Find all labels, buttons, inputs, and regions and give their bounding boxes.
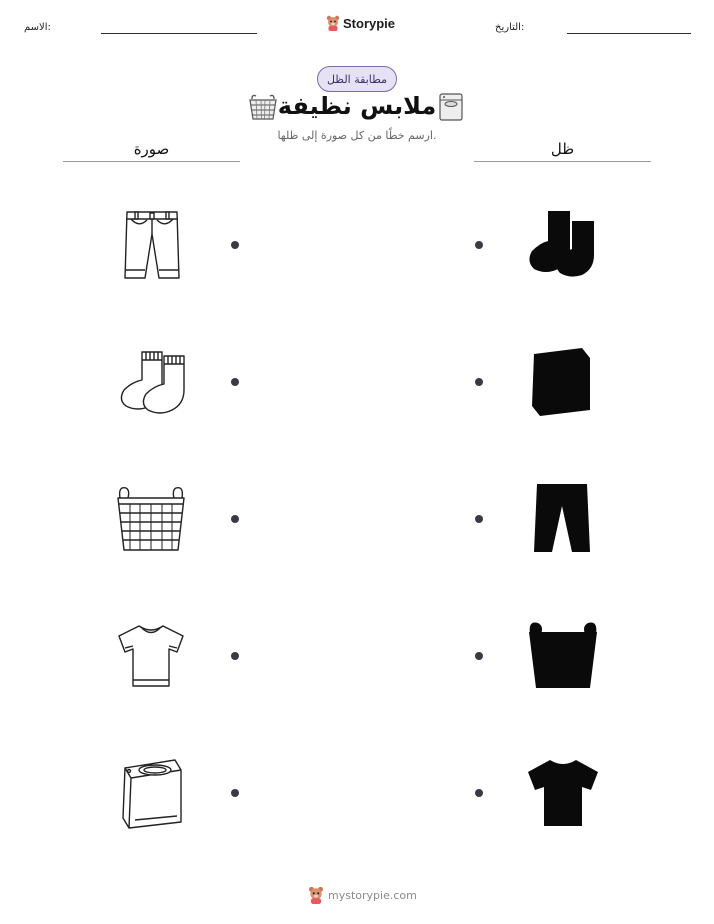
bear-mascot-icon <box>326 15 340 31</box>
pants-icon <box>117 208 187 282</box>
picture-dot-5[interactable] <box>231 789 239 797</box>
brand-logo <box>326 13 395 33</box>
tshirt-icon <box>113 622 189 690</box>
picture-dot-4[interactable] <box>231 652 239 660</box>
date-line[interactable] <box>567 33 691 34</box>
name-label: الاسم: <box>24 22 51 33</box>
washing-machine-icon <box>117 756 187 830</box>
pants-shadow-icon <box>532 482 592 556</box>
picture-dot-1[interactable] <box>231 241 239 249</box>
date-label: التاريخ: <box>495 22 525 33</box>
laundry-basket-shadow-icon <box>526 620 600 690</box>
worksheet-title: ملابس نظيفة <box>277 92 437 120</box>
shadow-dot-5[interactable] <box>475 789 483 797</box>
picture-dot-2[interactable] <box>231 378 239 386</box>
shadow-dot-3[interactable] <box>475 515 483 523</box>
washing-machine-icon <box>438 92 464 122</box>
shadow-column-heading: ظل <box>550 140 575 158</box>
shadow-dot-1[interactable] <box>475 241 483 249</box>
shadow-dot-2[interactable] <box>475 378 483 386</box>
shadow-dot-4[interactable] <box>475 652 483 660</box>
picture-column-rule <box>63 161 240 162</box>
shadow-column-rule <box>474 161 651 162</box>
socks-icon <box>116 346 190 418</box>
picture-column-heading: صورة <box>133 140 170 158</box>
footer-site-link[interactable]: mystorypie.com <box>328 888 417 902</box>
tshirt-shadow-icon <box>524 758 602 828</box>
socks-shadow-icon <box>526 209 600 279</box>
name-line[interactable] <box>101 33 257 34</box>
worksheet-type-badge: مطابقة الظل <box>317 66 397 92</box>
washing-machine-shadow-icon <box>530 346 594 418</box>
brand-name: Storypie <box>343 15 396 31</box>
instruction-text: ارسم خطًا من كل صورة إلى ظلها. <box>277 129 437 142</box>
picture-dot-3[interactable] <box>231 515 239 523</box>
footer <box>308 886 417 904</box>
laundry-basket-icon <box>114 484 188 554</box>
bear-mascot-icon <box>308 886 324 904</box>
